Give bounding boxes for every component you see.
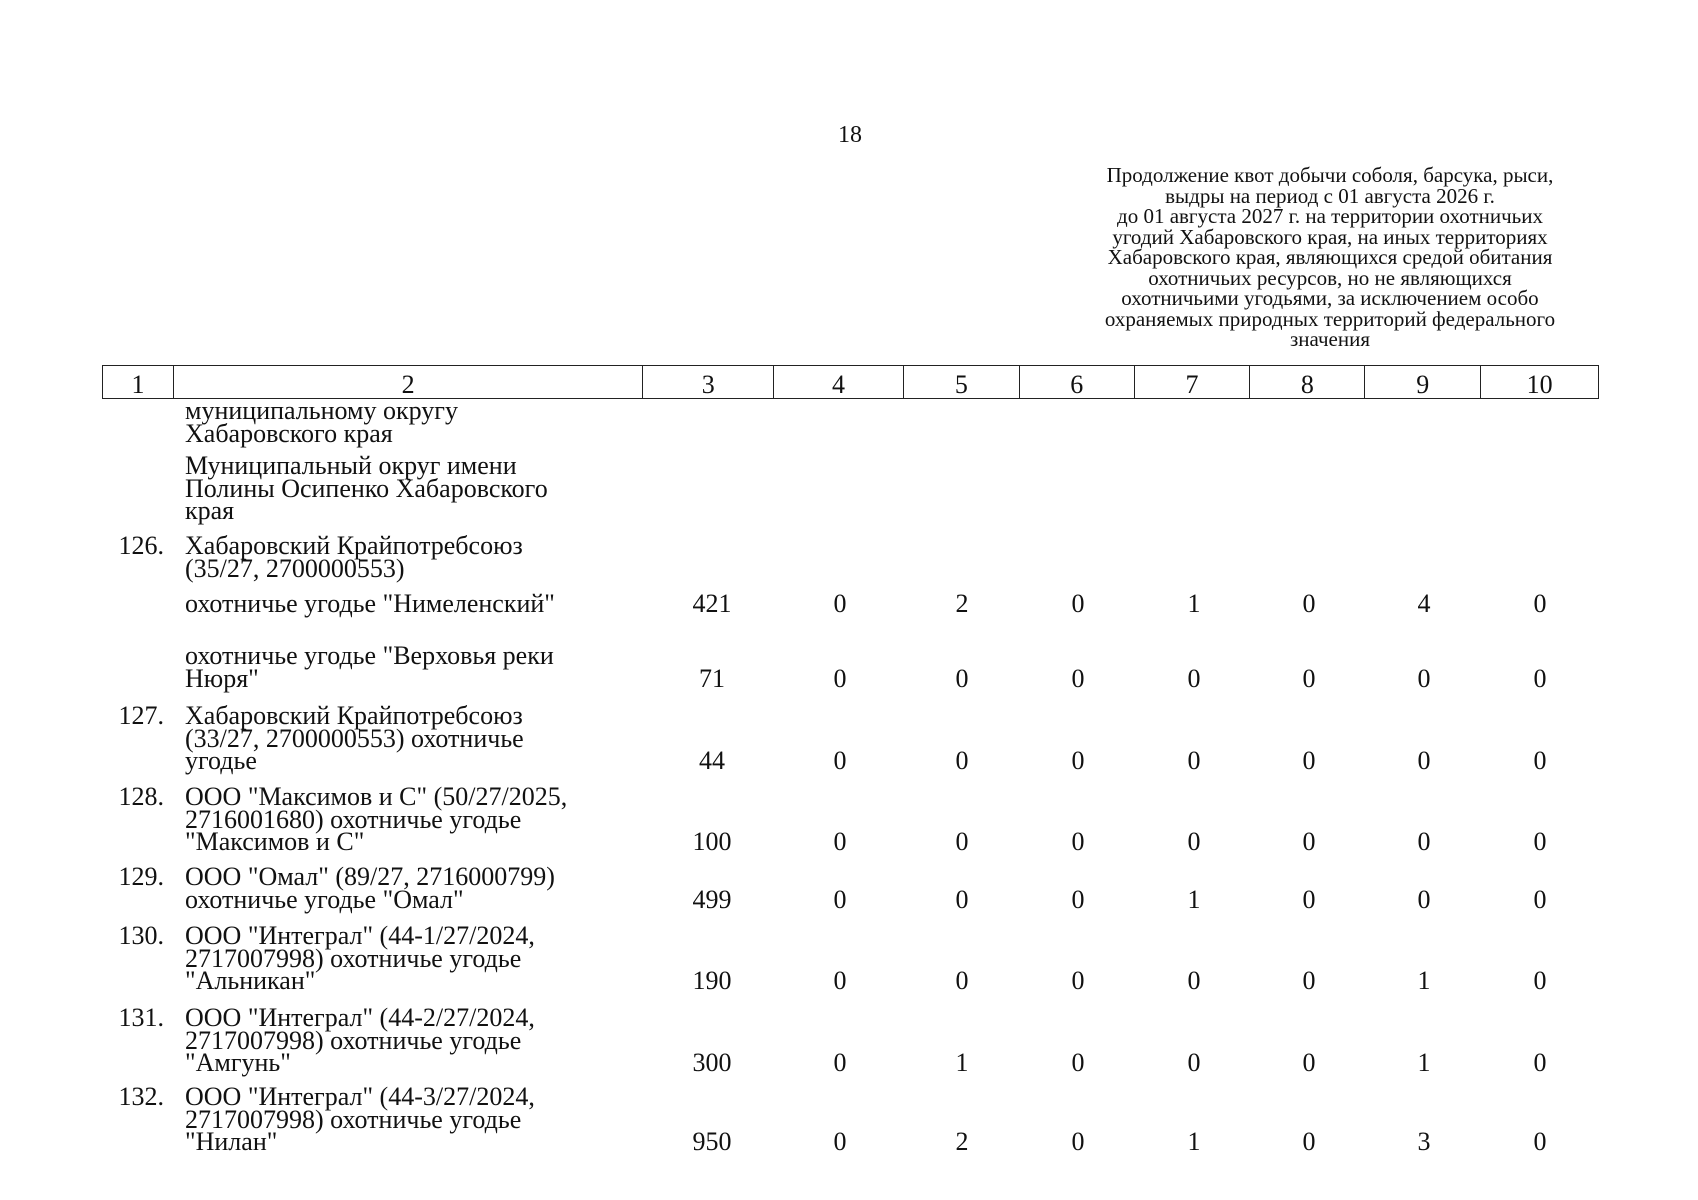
row-value-col-6: 0: [1071, 966, 1085, 995]
row-name-line: ООО "Максимов и С" (50/27/2025,: [185, 782, 568, 811]
row-value-col-4: 0: [833, 746, 847, 775]
column-header-2: 2: [174, 366, 643, 398]
row-name: [185, 1003, 645, 1077]
row-value-col-5: 2: [955, 589, 969, 618]
heading-line: Хабаровского края, являющихся средой обитания: [1107, 245, 1553, 269]
row-name-line: ООО "Интеграл" (44-3/27/2024,: [185, 1082, 535, 1111]
row-number: 132.: [118, 1082, 164, 1111]
row-value-col-8: 0: [1302, 1127, 1316, 1156]
row-name-line: края: [185, 496, 235, 525]
row-value-col-3: 190: [692, 966, 732, 995]
row-value-col-5: 2: [955, 1127, 969, 1156]
heading-line: значения: [1289, 327, 1371, 351]
column-header-4: 4: [774, 366, 904, 398]
row-value-col-5: 0: [955, 663, 969, 693]
column-header-5: 5: [904, 366, 1020, 398]
row-number: 126.: [118, 531, 164, 560]
column-header-7: 7: [1135, 366, 1251, 398]
row-name: [185, 531, 645, 583]
row-value-col-8: 0: [1302, 827, 1316, 856]
row-name-line: Хабаровского края: [185, 418, 393, 448]
row-value-col-6: 0: [1071, 827, 1085, 856]
row-value-col-7: 1: [1187, 1127, 1201, 1156]
heading-line: Продолжение квот добычи соболя, барсука, рыси,: [1106, 163, 1554, 187]
row-name: [185, 701, 645, 775]
row-value-col-9: 1: [1417, 966, 1431, 995]
row-name-line: Хабаровский Крайпотребсоюз: [185, 531, 523, 560]
row-name: [185, 641, 645, 693]
row-value-col-5: 0: [955, 746, 969, 775]
row-name-line: (35/27, 2700000553): [185, 553, 405, 583]
row-value-col-5: 1: [955, 1048, 969, 1077]
row-value-col-4: 0: [833, 884, 847, 914]
row-value-col-8: 0: [1302, 884, 1316, 914]
row-name: [185, 396, 645, 448]
row-value-col-8: 0: [1302, 746, 1316, 775]
column-header-6: 6: [1020, 366, 1135, 398]
row-number: 129.: [118, 862, 164, 891]
row-name-line: муниципальному округу: [185, 396, 458, 425]
heading-line: охотничьими угодьями, за исключением особо: [1121, 286, 1539, 310]
row-value-col-9: 3: [1417, 1127, 1431, 1156]
row-value-col-3: 950: [692, 1127, 732, 1156]
row-name: [185, 782, 645, 856]
row-value-col-8: 0: [1302, 663, 1316, 693]
row-value-col-4: 0: [833, 1048, 847, 1077]
row-value-col-10: 0: [1533, 746, 1547, 775]
row-value-col-6: 0: [1071, 884, 1085, 914]
row-value-col-10: 0: [1533, 663, 1547, 693]
row-value-col-7: 0: [1187, 1048, 1201, 1077]
column-header-8: 8: [1250, 366, 1365, 398]
row-value-col-6: 0: [1071, 1048, 1085, 1077]
column-header-9: 9: [1365, 366, 1481, 398]
heading-line: до 01 августа 2027 г. на территории охотничьих: [1117, 204, 1543, 228]
row-value-col-10: 0: [1533, 1127, 1547, 1156]
row-value-col-7: 0: [1187, 746, 1201, 775]
row-value-col-4: 0: [833, 1127, 847, 1156]
row-value-col-6: 0: [1071, 746, 1085, 775]
row-value-col-6: 0: [1071, 1127, 1085, 1156]
column-header-1: 1: [103, 366, 174, 398]
row-value-col-7: 1: [1187, 884, 1201, 914]
row-name-line: Нюря": [185, 663, 259, 693]
row-name-line: 2717007998) охотничье угодье: [185, 1025, 522, 1055]
row-value-col-4: 0: [833, 827, 847, 856]
heading-line: выдры на период с 01 августа 2026 г.: [1165, 183, 1495, 208]
column-header-10: 10: [1526, 370, 1553, 399]
row-value-col-10: 0: [1533, 1048, 1547, 1077]
row-number: 131.: [118, 1003, 164, 1032]
row-name-line: охотничье угодье "Омал": [185, 884, 464, 914]
row-value-col-8: 0: [1302, 1048, 1316, 1077]
row-value-col-7: 0: [1187, 966, 1201, 995]
row-name-line: 2716001680) охотничье угодье: [185, 804, 522, 834]
column-number-header: [102, 365, 1599, 399]
row-value-col-10: 0: [1533, 589, 1547, 618]
row-value-col-7: 0: [1187, 663, 1201, 693]
row-value-col-3: 421: [692, 589, 732, 618]
row-value-col-10: 0: [1533, 884, 1547, 914]
row-value-col-4: 0: [833, 589, 847, 618]
row-value-col-4: 0: [833, 663, 847, 693]
row-name-line: "Максимов и С": [185, 827, 365, 856]
heading-line: охотничьих ресурсов, но не являющихся: [1148, 265, 1512, 290]
row-value-col-5: 0: [955, 966, 969, 995]
row-value-col-9: 1: [1417, 1048, 1431, 1077]
document-heading: [1040, 165, 1620, 350]
row-value-col-5: 0: [955, 827, 969, 856]
column-header-3: 3: [643, 366, 774, 398]
row-number: 127.: [118, 701, 164, 730]
page-number: 18: [838, 122, 862, 148]
row-name-line: ООО "Интеграл" (44-1/27/2024,: [185, 921, 535, 950]
row-value-col-9: 4: [1417, 589, 1431, 618]
row-value-col-9: 0: [1417, 746, 1431, 775]
row-name-line: ООО "Интеграл" (44-2/27/2024,: [185, 1003, 535, 1032]
row-value-col-3: 499: [692, 884, 732, 914]
row-name-line: угодье: [185, 746, 257, 775]
row-value-col-3: 300: [692, 1048, 732, 1077]
row-number: 128.: [118, 782, 164, 811]
row-name-line: ООО "Омал" (89/27, 2716000799): [185, 862, 555, 891]
row-name: [185, 451, 645, 525]
row-name-line: 2717007998) охотничье угодье: [185, 943, 522, 973]
row-name-line: Полины Осипенко Хабаровского: [185, 473, 548, 503]
row-value-col-9: 0: [1417, 884, 1431, 914]
row-value-col-3: 100: [692, 827, 732, 856]
row-value-col-8: 0: [1302, 966, 1316, 995]
row-number: 130.: [118, 921, 164, 950]
row-name: [185, 862, 645, 914]
row-name-line: охотничье угодье "Верховья реки: [185, 641, 554, 670]
row-value-col-3: 44: [699, 746, 725, 775]
row-value-col-6: 0: [1071, 663, 1085, 693]
row-value-col-9: 0: [1417, 663, 1431, 693]
row-name-line: Хабаровский Крайпотребсоюз: [185, 701, 523, 730]
row-value-col-5: 0: [955, 884, 969, 914]
row-value-col-10: 0: [1533, 966, 1547, 995]
row-value-col-7: 1: [1187, 589, 1201, 618]
row-value-col-9: 0: [1417, 827, 1431, 856]
row-value-col-3: 71: [699, 663, 725, 693]
row-name-line: "Амгунь": [185, 1048, 291, 1077]
heading-line: охраняемых природных территорий федерального: [1104, 306, 1556, 331]
row-name-line: "Альникан": [185, 966, 316, 995]
row-value-col-7: 0: [1187, 827, 1201, 856]
row-value-col-4: 0: [833, 966, 847, 995]
row-name-line: "Нилан": [185, 1127, 278, 1156]
row-name-line: (33/27, 2700000553) охотничье: [185, 723, 524, 753]
row-value-col-8: 0: [1302, 589, 1316, 618]
row-name: [185, 589, 645, 618]
row-name-line: Муниципальный округ имени: [185, 451, 517, 480]
row-name-line: 2717007998) охотничье угодье: [185, 1104, 522, 1134]
row-value-col-6: 0: [1071, 589, 1085, 618]
heading-line: угодий Хабаровского края, на иных территориях: [1112, 224, 1548, 249]
row-name: [185, 921, 645, 995]
row-name-line: охотничье угодье "Нимеленский": [185, 589, 555, 618]
row-value-col-10: 0: [1533, 827, 1547, 856]
row-name: [185, 1082, 645, 1156]
